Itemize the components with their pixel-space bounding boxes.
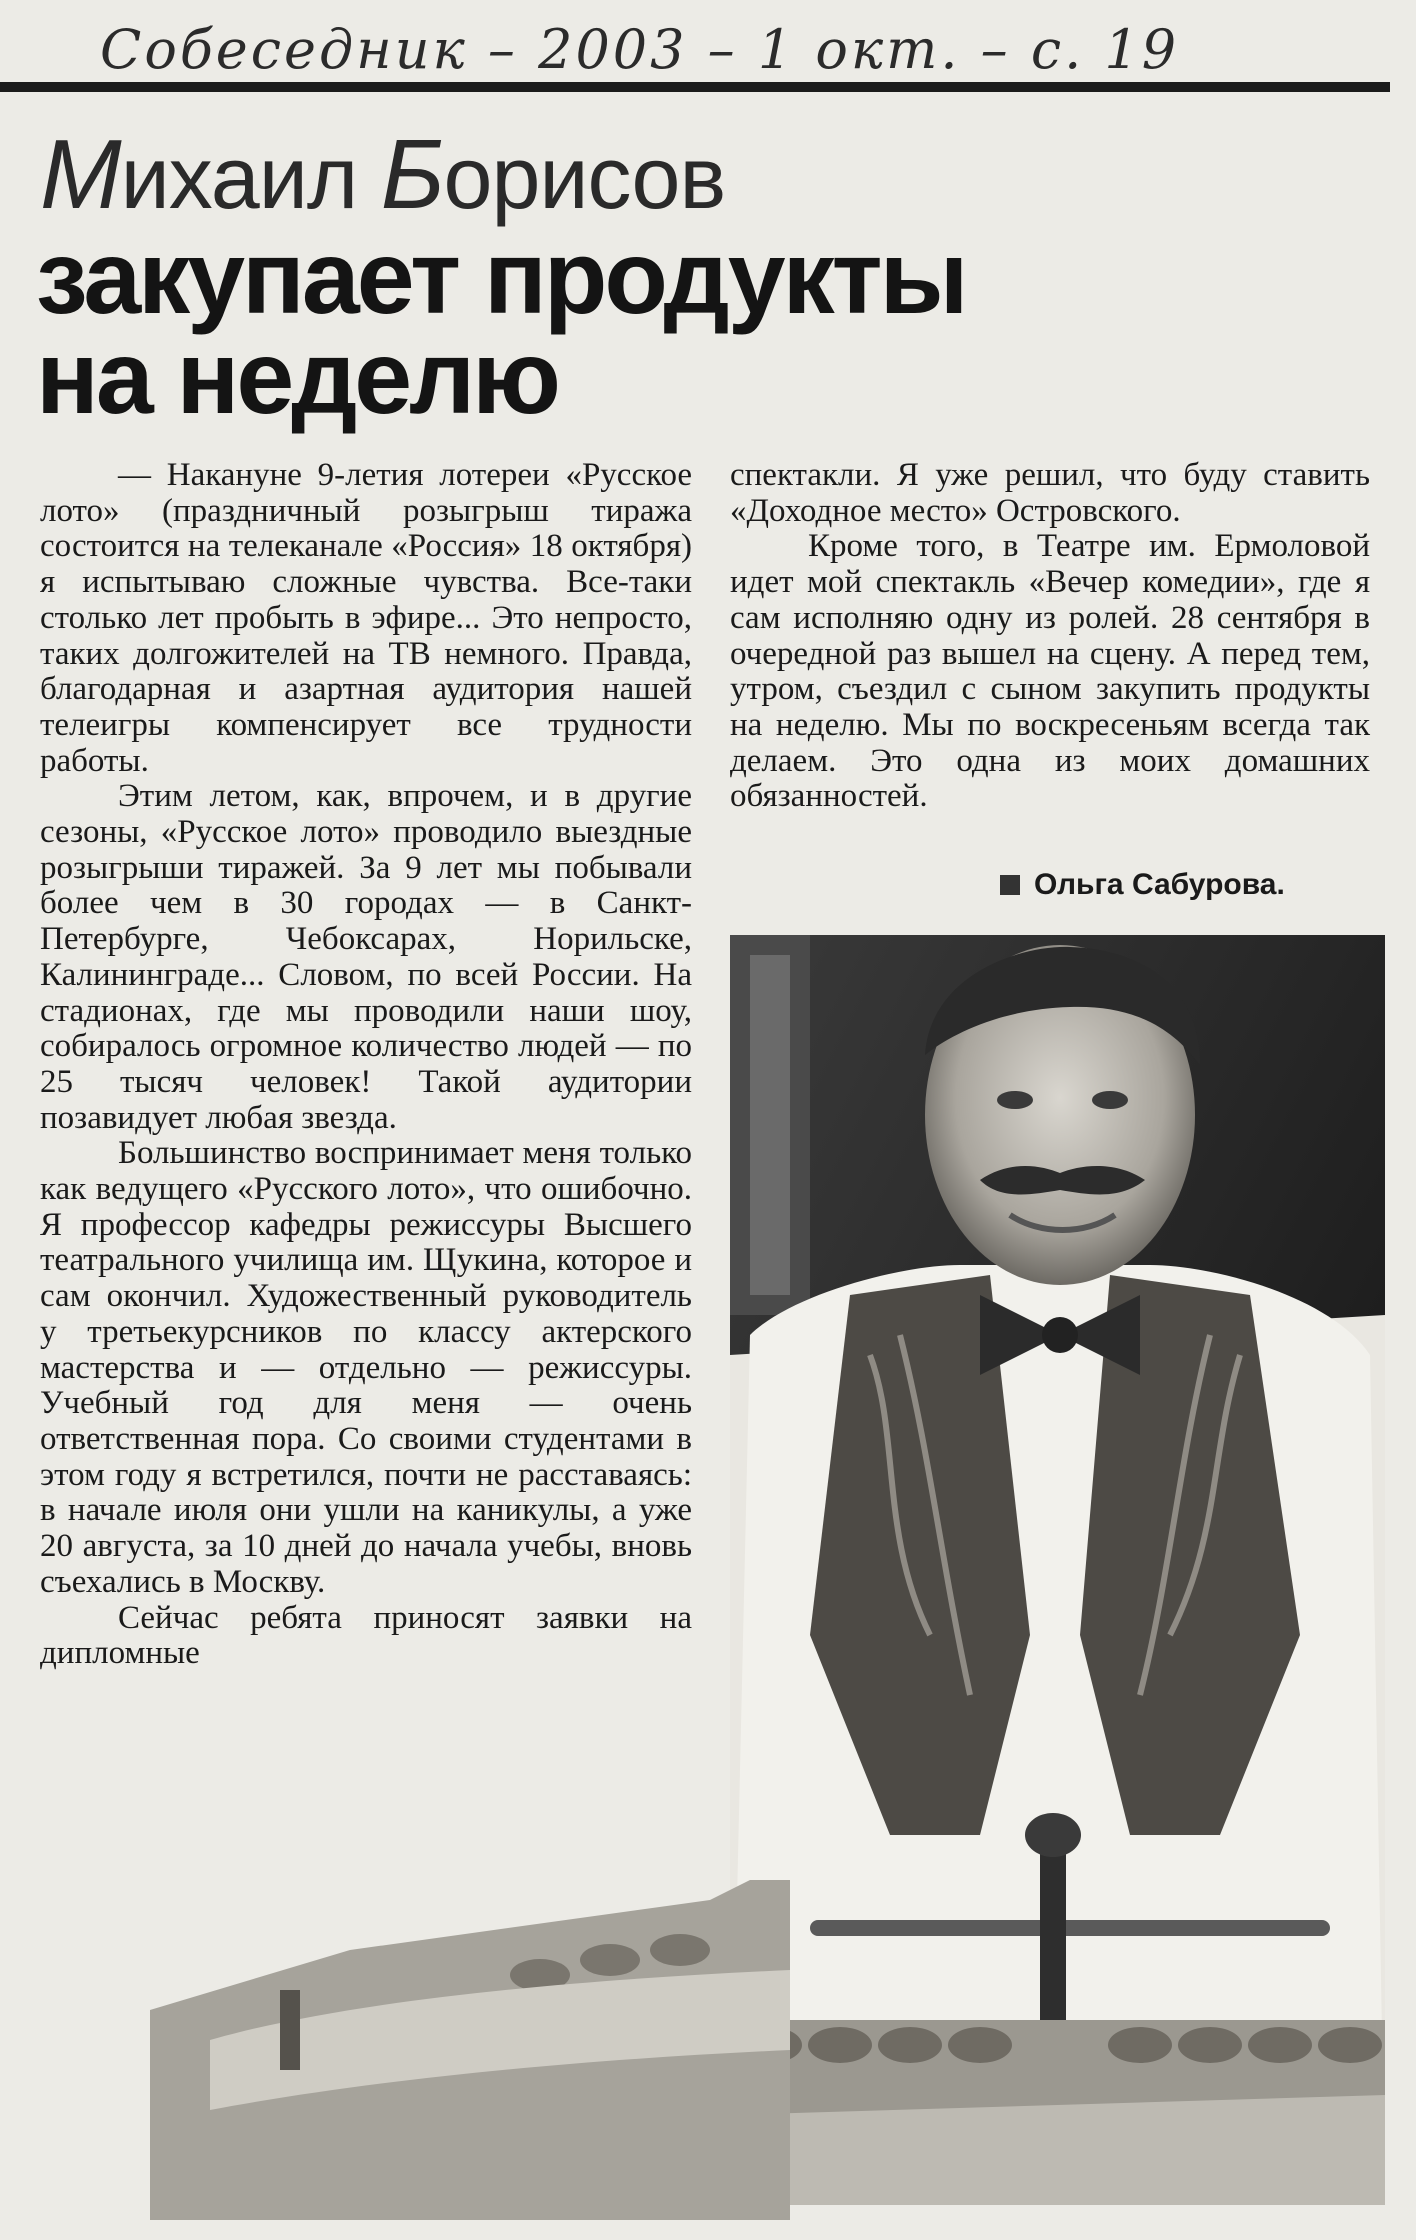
- handwritten-source-note: Собеседник – 2003 – 1 окт. – с. 19: [100, 18, 1180, 81]
- kicker-first-rest: ихаил: [120, 128, 381, 227]
- byline-square-icon: [1000, 875, 1020, 895]
- paragraph-diplomas: Сейчас ребята приносят заявки на дипломные: [40, 1599, 692, 1672]
- portrait-illustration: [730, 935, 1385, 2205]
- kicker-last-rest: орисов: [443, 128, 726, 227]
- article-column-right: [730, 458, 1370, 815]
- article-column-left: [40, 458, 692, 1672]
- headline-line-1: закупает продукты: [36, 220, 966, 336]
- paragraph-tours: Этим летом, как, впрочем, и в другие сезоны, «Русское лото» проводило выездные розыгрыши тиражей. За 9 лет мы побывали более чем в 30 городах — в Санкт-Петербурге, Чебоксарах, Норильске, Калининграде... Словом, по всей России. На стадионах, где мы проводили наши шоу, собиралось огромное количество людей — по 25 тысяч человек! Такой аудитории позавидует любая звезда.: [40, 778, 692, 1136]
- article-byline: [1000, 868, 1285, 902]
- paragraph-continued: спектакли. Я уже решил, что буду ставить «Доходное место» Островского.: [730, 457, 1370, 529]
- article-headline: [36, 220, 1136, 436]
- paragraph-profession: Большинство воспринимает меня только как ведущего «Русского лото», что ошибочно. Я профессор кафедры режиссуры Высшего театрального училища им. Щукина, которое и сам окончил. Художественный руководитель у третьекурсников по классу актерского мастерства и — отдельно — режиссуры. Учебный год для меня — очень ответственная пора. Со своими студентами в этом году я встретился, почти не расставаясь: в начале июля они ушли на каникулы, а уже 20 августа, за 10 дней до начала учебы, вновь съехались в Москву.: [40, 1135, 692, 1600]
- byline-author: Ольга Сабурова.: [1034, 868, 1285, 901]
- paragraph-theatre: Кроме того, в Театре им. Ермоловой идет мой спектакль «Вечер комедии», где я сам исполняю одну из ролей. 28 сентября в очередной раз вышел на сцену. А перед тем, утром, съездил с сыном закупить продукты на неделю. Мы по воскресеньям всегда так делаем. Это одна из моих домашних обязанностей.: [730, 528, 1370, 815]
- host-portrait-photo: [730, 935, 1385, 2205]
- kicker-first-initial: М: [40, 119, 121, 229]
- paragraph-intro: — Накануне 9-летия лотереи «Русское лото» (праздничный розыгрыш тиража состоится на телеканале «Россия» 18 октября) я испытываю сложные чувства. Все-таки столько лет пробыть в эфире... Это непросто, таких долгожителей на ТВ немного. Правда, благодарная и азартная аудитория нашей телеигры компенсирует все трудности работы.: [40, 457, 692, 779]
- article-kicker-name: [40, 118, 725, 231]
- kicker-last-initial: Б: [380, 119, 444, 229]
- lotto-table-cutout: [150, 1880, 790, 2220]
- headline-line-2: на неделю: [36, 320, 558, 436]
